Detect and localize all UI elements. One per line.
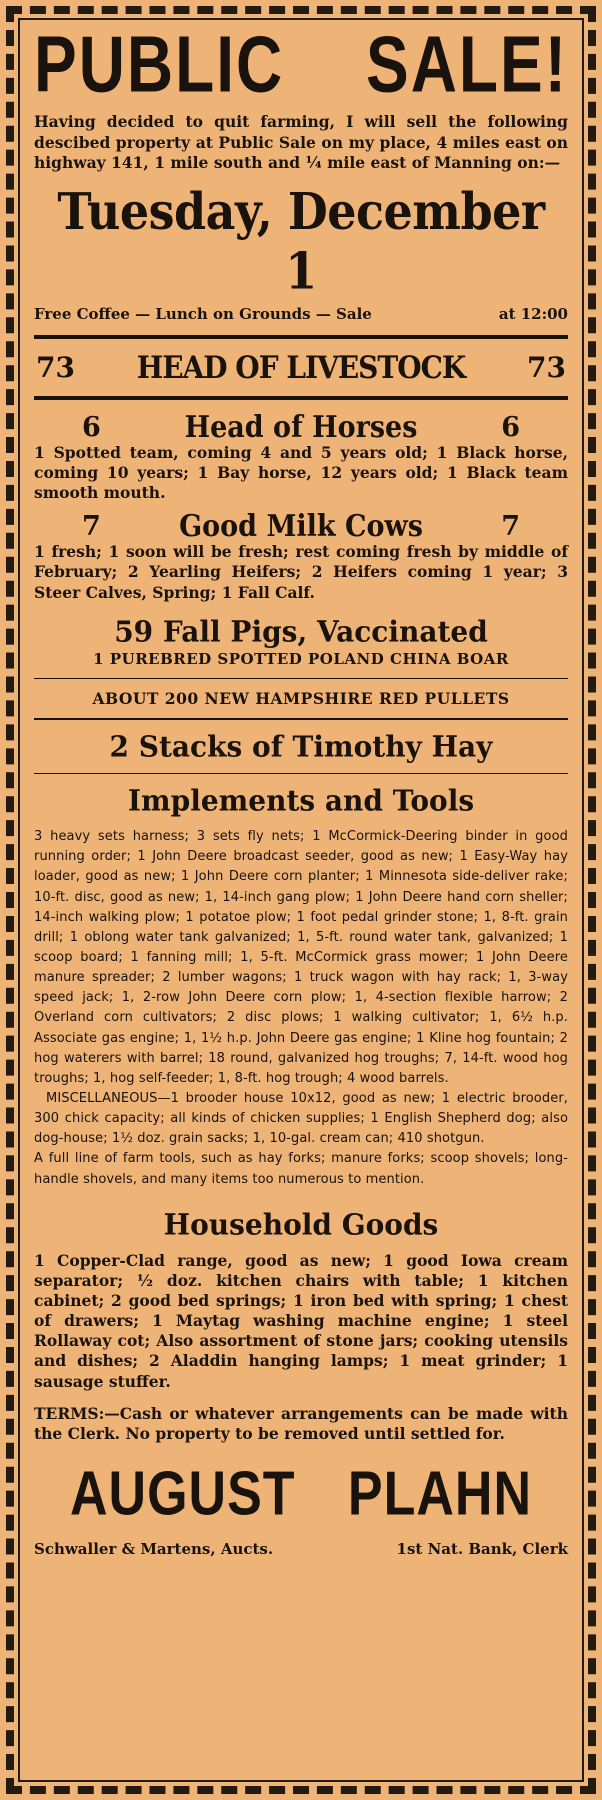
divider [34,396,568,400]
cows-count-right: 7 [501,511,520,543]
sale-time: at 12:00 [498,304,568,323]
footer [34,1540,568,1558]
horses-label: Head of Horses [184,410,418,445]
coffee-line [34,305,568,323]
pullets-line: ABOUT 200 NEW HAMPSHIRE RED PULLETS [92,689,510,709]
title-word-2: SALE! [366,18,568,109]
title-word-1: PUBLIC [34,18,285,109]
divider [34,335,568,339]
horses-text: 1 Spotted team, coming 4 and 5 years old; 1 Black horse, coming 10 years; 1 Bay horse, 12 years old; 1 Black team smooth mouth. [34,442,568,503]
pigs-heading: 59 Fall Pigs, Vaccinated [114,613,488,649]
livestock-count-right: 73 [527,350,566,384]
cows-text: 1 fresh; 1 soon will be fresh; rest coming fresh by middle of February; 2 Yearling Heifers; 2 Heifers coming 1 year; 3 Steer Calves, Spring; 1 Fall Calf. [34,542,568,602]
livestock-heading [34,351,568,384]
implements-body [34,827,568,1190]
auctioneers: Schwaller & Martens, Aucts. [34,1539,274,1558]
owner-name [34,1458,568,1530]
sale-date: Tuesday, December 1 [57,181,545,301]
horses-count-right: 6 [501,411,520,443]
horses-count-left: 6 [82,411,101,443]
horses-heading [34,412,568,443]
livestock-label: HEAD OF LIVESTOCK [136,349,466,386]
cows-label: Good Milk Cows [179,509,423,544]
cows-heading [34,511,568,542]
household-heading: Household Goods [163,1206,439,1242]
clerk: 1st Nat. Bank, Clerk [396,1539,568,1558]
livestock-count-left: 73 [36,350,75,384]
household-text: 1 Copper-Clad range, good as new; 1 good Iowa cream separator; ½ doz. kitchen chairs with table; 1 kitchen cabinet; 2 good bed springs; 1 iron bed with spring; 1 chest of drawers; 1 Maytag washing machine engine; 1 steel Rollaway cot; Also assortment of stone jars; cooking utensils and dishes; 2 Aladdin hanging lamps; 1 meat grinder; 1 sausage stuffer. [34,1250,568,1391]
divider [34,678,568,680]
coffee-text: Free Coffee — Lunch on Grounds — Sale [34,304,372,323]
hay-heading: 2 Stacks of Timothy Hay [109,728,493,764]
bill-content [34,20,568,1558]
miscellaneous-text: MISCELLANEOUS—1 brooder house 10x12, good as new; 1 electric brooder, 300 chick capacity; all kinds of chicken supplies; 1 English Shepherd dog; also dog-house; 1½ doz. grain sacks; 1, 10-gal. cream can; 410 shotgun. [34,1090,568,1147]
farm-tools-text: A full line of farm tools, such as hay forks; manure forks; scoop shovels; long-handle shovels, and many items too numerous to mention. [34,1151,568,1187]
terms-text: TERMS:—Cash or whatever arrangements can be made with the Clerk. No property to be removed until settled for. [34,1403,568,1443]
owner-first-name: AUGUST [70,1459,296,1529]
owner-last-name: PLAHN [347,1459,532,1529]
implements-text: 3 heavy sets harness; 3 sets fly nets; 1 McCormick-Deering binder in good running order; 1 John Deere broadcast seeder, good as new; 1 Easy-Way hay loader, good as new; 1 John Deere corn planter; 1 Minnesota side-deliver rake; 10-ft. disc, good as new; 1, 14-inch gang plow; 1 John Deere hand corn sheller; 14-inch walking plow; 1 potatoe plow; 1 foot pedal grinder stone; 1, 8-ft. grain drill; 1 oblong water tank galvanized; 1, 5-ft. round water tank, galvanized; 1 scoop board; 1 fanning mill; 1, 5-ft. McCormick grass mower; 1 John Deere manure spreader; 2 lumber wagons; 1 truck wagon with hay rack; 1, 3-way speed jack; 1, 2-row John Deere corn plow; 1, 4-section flexible harrow; 2 Overland corn cultivators; 2 disc plows; 1 walking cultivator; 1, 6½ h.p. Associate gas engine; 1, 1½ h.p. John Deere gas engine; 1 Kline hog fountain; 2 hog waterers with barrel; 18 round, galvanized hog troughs; 7, 14-ft. wood hog troughs; 1, hog self-feeder; 1, 8-ft. hog trough; 4 wood barrels. [34,829,568,1086]
boar-line: 1 PUREBRED SPOTTED POLAND CHINA BOAR [93,649,509,668]
divider [34,773,568,775]
page-title [34,20,568,108]
cows-count-left: 7 [82,511,101,543]
implements-heading: Implements and Tools [127,783,475,818]
intro-text: Having decided to quit farming, I will sell the following descibed property at Public Sale on my place, 4 miles east on highway 141, 1 mile south and ¼ mile east of Manning on:— [34,112,568,172]
divider [34,718,568,720]
